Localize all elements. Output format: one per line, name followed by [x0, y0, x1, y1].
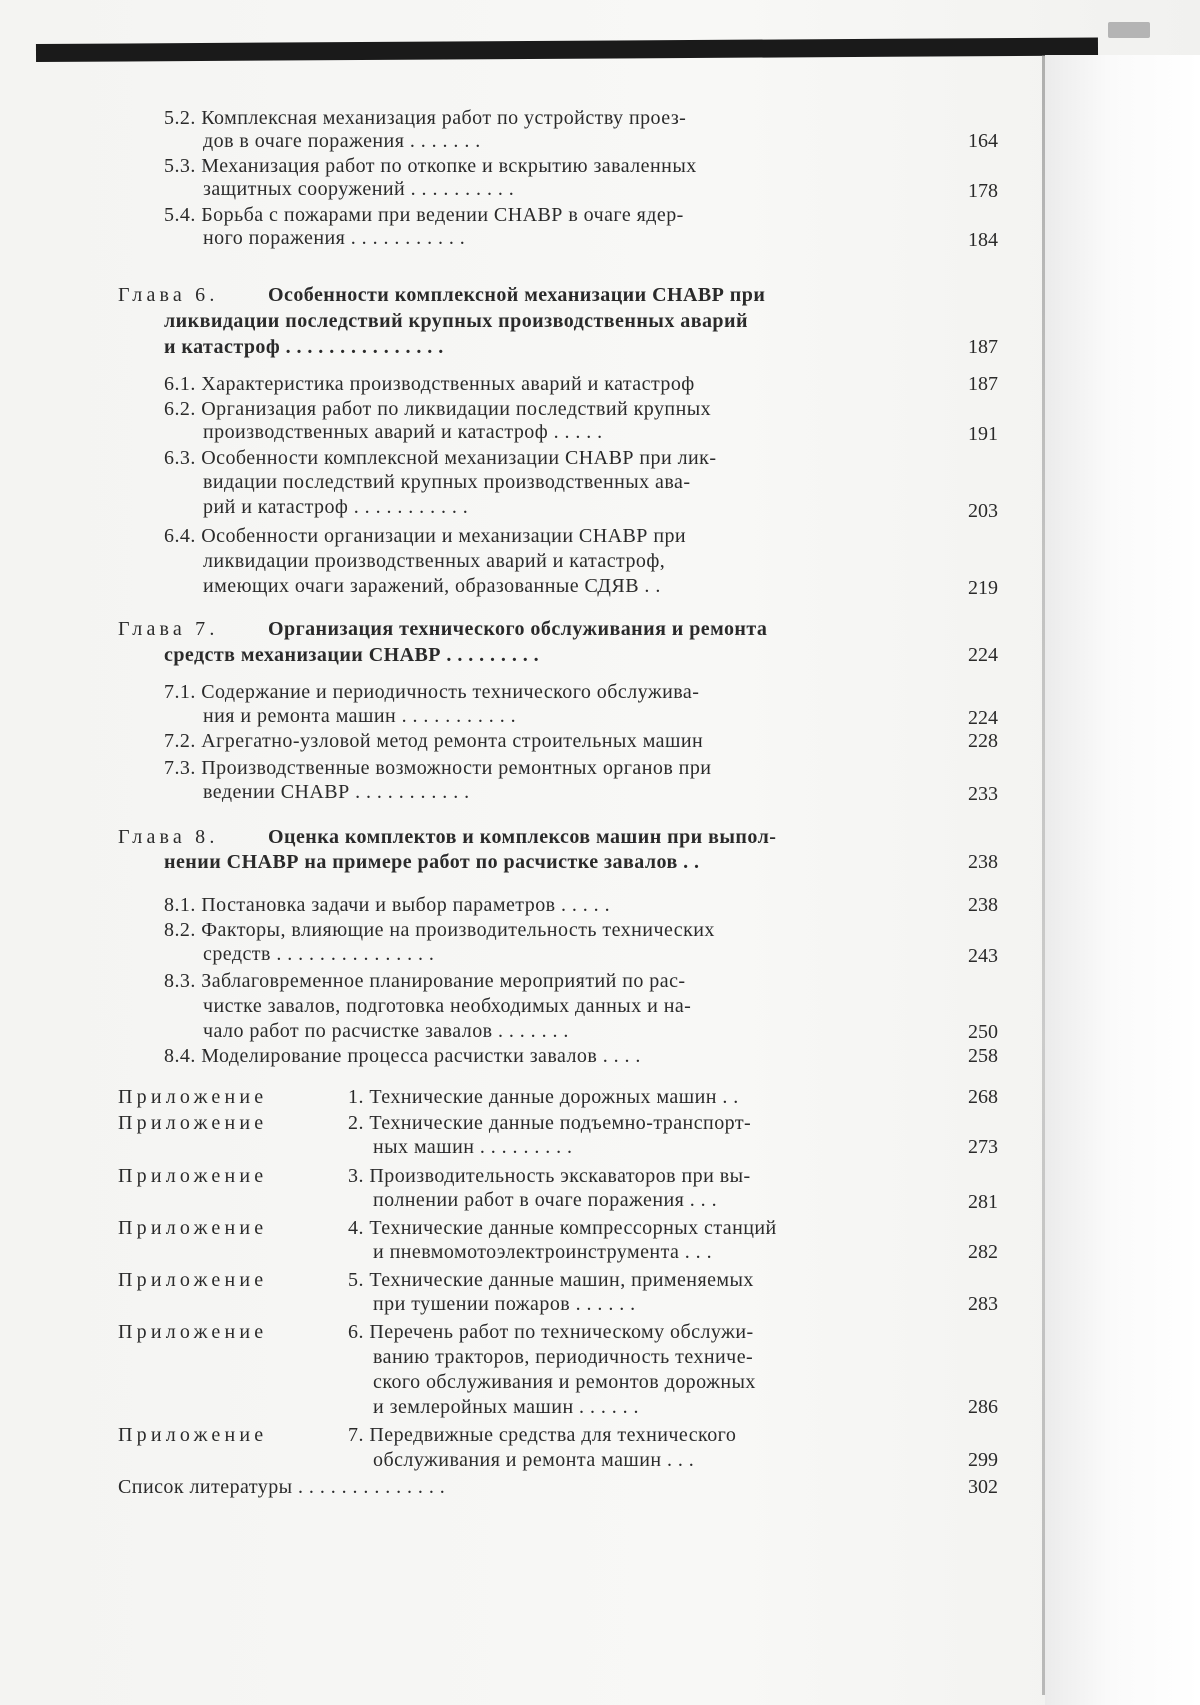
- chapter-title: ликвидации последствий крупных производственных аварий: [164, 310, 748, 332]
- toc-entry-text: 4. Технические данные компрессорных станций: [348, 1217, 777, 1239]
- page-number: 187: [968, 336, 998, 358]
- page-number: 184: [968, 229, 998, 251]
- appendix-label: Приложение: [118, 1321, 268, 1343]
- page-number: 238: [968, 894, 998, 916]
- toc-entry-text: обслуживания и ремонта машин . . .: [373, 1449, 695, 1471]
- appendix-label: Приложение: [118, 1165, 268, 1187]
- toc-entry-text: ния и ремонта машин . . . . . . . . . . .: [203, 705, 517, 727]
- toc-entry-text: чистке завалов, подготовка необходимых данных и на-: [203, 995, 692, 1017]
- toc-entry-text: 7.1. Содержание и периодичность технического обслужива-: [164, 681, 700, 703]
- chapter-label: Глава 7.: [118, 618, 219, 640]
- appendix-label: Приложение: [118, 1086, 268, 1108]
- page-number: 302: [968, 1476, 998, 1498]
- chapter-title: Оценка комплектов и комплексов машин при выпол-: [268, 826, 777, 848]
- toc-entry-text: 6. Перечень работ по техническому обслужи-: [348, 1321, 754, 1343]
- appendix-label: Приложение: [118, 1112, 268, 1134]
- toc-entry-text: ведении СНАВР . . . . . . . . . . .: [203, 781, 470, 803]
- page-number: 286: [968, 1396, 998, 1418]
- toc-entry-text: рий и катастроф . . . . . . . . . . .: [203, 496, 469, 518]
- toc-entry-text: 8.2. Факторы, влияющие на производительность технических: [164, 919, 715, 941]
- toc-entry-text: ных машин . . . . . . . . .: [373, 1136, 573, 1158]
- page-number: 299: [968, 1449, 998, 1471]
- toc-entry-text: видации последствий крупных производственных ава-: [203, 471, 691, 493]
- chapter-title: Особенности комплексной механизации СНАВР при: [268, 284, 766, 306]
- toc-entry-text: 2. Технические данные подъемно-транспорт-: [348, 1112, 752, 1134]
- page-number: 258: [968, 1045, 998, 1067]
- chapter-title: и катастроф . . . . . . . . . . . . . . .: [164, 336, 444, 358]
- toc-entry-text: 6.4. Особенности организации и механизации СНАВР при: [164, 525, 687, 547]
- appendix-label: Приложение: [118, 1269, 268, 1291]
- toc-entry-text: Список литературы . . . . . . . . . . . . . .: [118, 1476, 446, 1498]
- toc-entry-text: 8.1. Постановка задачи и выбор параметров . . . . .: [164, 894, 611, 916]
- toc-entry-text: 7.3. Производственные возможности ремонтных органов при: [164, 757, 712, 779]
- appendix-label: Приложение: [118, 1217, 268, 1239]
- toc-entry-text: имеющих очаги заражений, образованные СДЯВ . .: [203, 575, 661, 597]
- page-number: 203: [968, 500, 998, 522]
- page-number: 187: [968, 373, 998, 395]
- page-number: 238: [968, 851, 998, 873]
- toc-entry-text: ного поражения . . . . . . . . . . .: [203, 227, 466, 249]
- page-number: 282: [968, 1241, 998, 1263]
- toc-entry-text: 6.1. Характеристика производственных аварий и катастроф: [164, 373, 695, 395]
- page-number: 228: [968, 730, 998, 752]
- toc-entry-text: защитных сооружений . . . . . . . . . .: [203, 178, 515, 200]
- page-number: 191: [968, 423, 998, 445]
- toc-entry-text: производственных аварий и катастроф . . . . .: [203, 421, 603, 443]
- chapter-title: Организация технического обслуживания и ремонта: [268, 618, 768, 640]
- toc-entry-text: 5.4. Борьба с пожарами при ведении СНАВР в очаге ядер-: [164, 204, 684, 226]
- toc-entry-text: дов в очаге поражения . . . . . . .: [203, 130, 481, 152]
- chapter-label: Глава 6.: [118, 284, 219, 306]
- toc-entry-text: полнении работ в очаге поражения . . .: [373, 1189, 718, 1211]
- toc-entry-text: и землеройных машин . . . . . .: [373, 1396, 639, 1418]
- page-number: 164: [968, 130, 998, 152]
- chapter-title: нении СНАВР на примере работ по расчистке завалов . .: [164, 851, 700, 873]
- page-number: 224: [968, 707, 998, 729]
- toc-entry-text: 5.2. Комплексная механизация работ по устройству проез-: [164, 107, 687, 129]
- toc-entry-text: 7.2. Агрегатно-узловой метод ремонта строительных машин: [164, 730, 704, 752]
- page-number: 283: [968, 1293, 998, 1315]
- toc-entry-text: средств . . . . . . . . . . . . . . .: [203, 943, 435, 965]
- toc-entry-text: чало работ по расчистке завалов . . . . . . .: [203, 1020, 569, 1042]
- page-number: 233: [968, 783, 998, 805]
- toc-entry-text: при тушении пожаров . . . . . .: [373, 1293, 636, 1315]
- toc-entry-text: 5.3. Механизация работ по откопке и вскрытию заваленных: [164, 155, 697, 177]
- page-number: 219: [968, 577, 998, 599]
- toc-entry-text: 1. Технические данные дорожных машин . .: [348, 1086, 739, 1108]
- page-number: 250: [968, 1021, 998, 1043]
- chapter-title: средств механизации СНАВР . . . . . . . . .: [164, 644, 540, 666]
- toc-entry-text: 8.3. Заблаговременное планирование мероприятий по рас-: [164, 970, 686, 992]
- toc-entry-text: ликвидации производственных аварий и катастроф,: [203, 550, 666, 572]
- page-number: 281: [968, 1191, 998, 1213]
- page-number: 268: [968, 1086, 998, 1108]
- toc-entry-text: 6.2. Организация работ по ликвидации последствий крупных: [164, 398, 712, 420]
- toc-entry-text: и пневмомотоэлектроинструмента . . .: [373, 1241, 713, 1263]
- toc-entry-text: 3. Производительность экскаваторов при вы-: [348, 1165, 751, 1187]
- toc-entry-text: ванию тракторов, периодичность техниче-: [373, 1346, 754, 1368]
- toc-entry-text: 5. Технические данные машин, применяемых: [348, 1269, 754, 1291]
- page-number: 243: [968, 945, 998, 967]
- toc-entry-text: ского обслуживания и ремонтов дорожных: [373, 1371, 756, 1393]
- chapter-label: Глава 8.: [118, 826, 219, 848]
- toc-entry-text: 7. Передвижные средства для технического: [348, 1424, 737, 1446]
- toc-entry-text: 8.4. Моделирование процесса расчистки завалов . . . .: [164, 1045, 641, 1067]
- page-number: 224: [968, 644, 998, 666]
- appendix-label: Приложение: [118, 1424, 268, 1446]
- toc-entry-text: 6.3. Особенности комплексной механизации СНАВР при лик-: [164, 447, 717, 469]
- page-number: 178: [968, 180, 998, 202]
- page-number: 273: [968, 1136, 998, 1158]
